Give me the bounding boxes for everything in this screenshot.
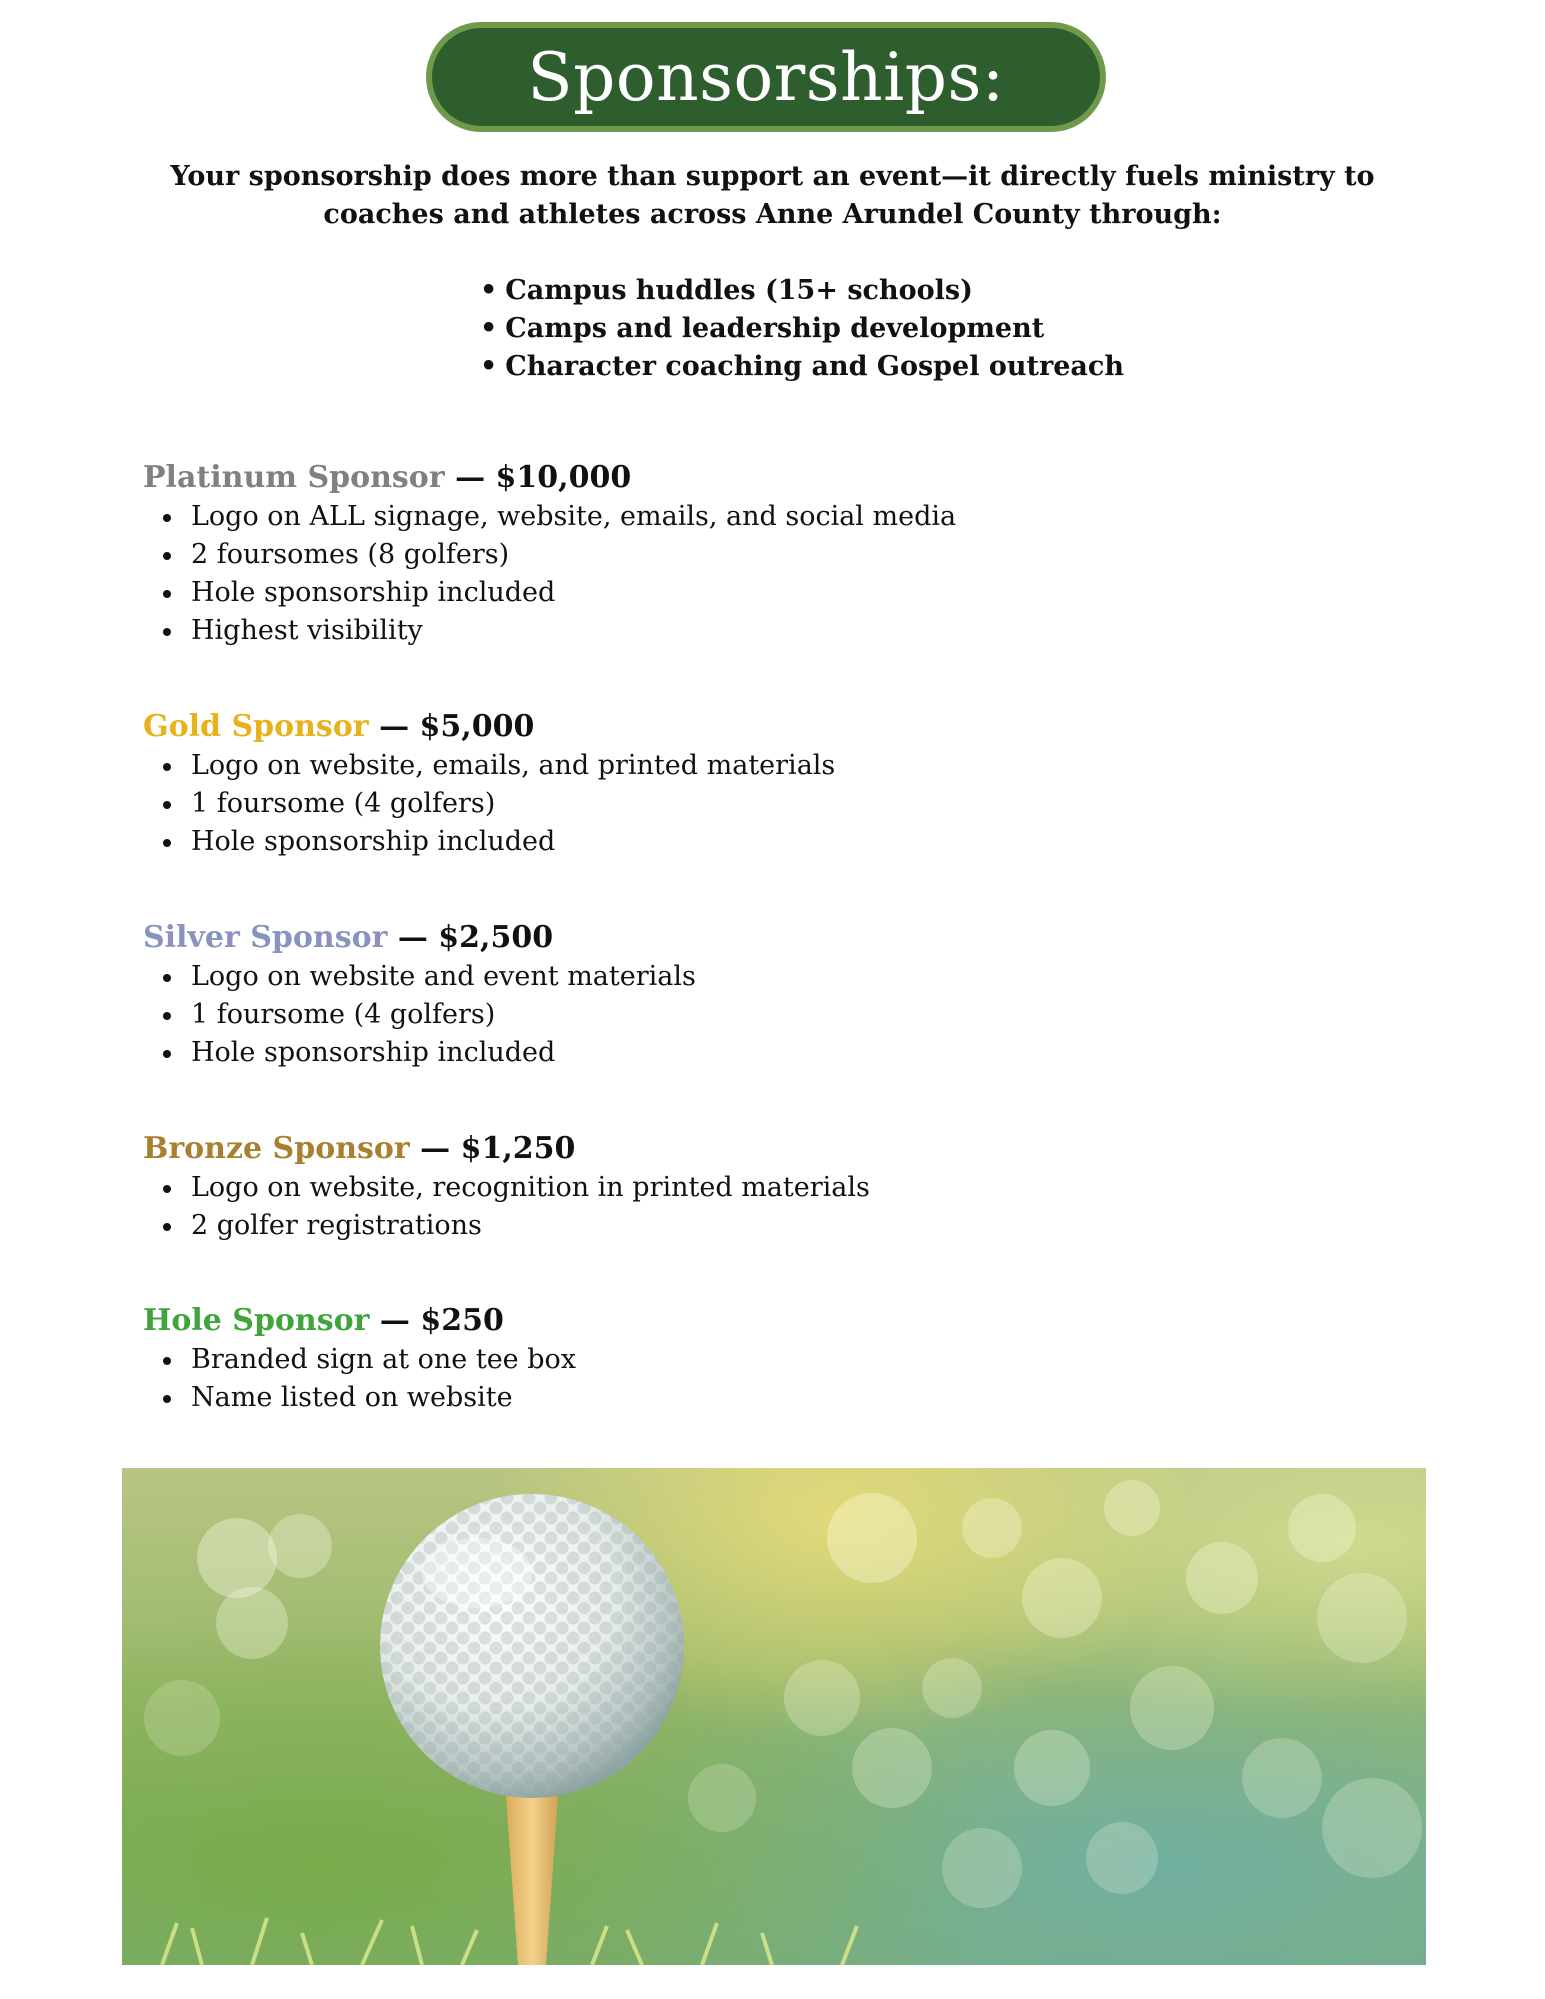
tier-platinum (143, 458, 956, 650)
tier-benefits (143, 498, 956, 650)
benefit-item: Hole sponsorship included (143, 1034, 696, 1072)
page-title: Sponsorships: (527, 38, 1005, 116)
benefit-item: Logo on website, emails, and printed materials (143, 747, 835, 785)
tier-benefits (143, 1341, 576, 1417)
bokeh-lights (144, 1480, 1422, 1908)
tier-bronze (143, 1129, 870, 1245)
tier-benefits (143, 1169, 870, 1245)
benefit-item: 1 foursome (4 golfers) (143, 996, 696, 1034)
benefit-item: 1 foursome (4 golfers) (143, 785, 835, 823)
benefit-item: Branded sign at one tee box (143, 1341, 576, 1379)
tier-price: — $1,250 (420, 1131, 576, 1166)
benefit-item: Hole sponsorship included (143, 574, 956, 612)
focus-item: • Camps and leadership development (480, 310, 1124, 348)
tier-name: Gold Sponsor (143, 709, 369, 744)
intro-text: Your sponsorship does more than support an event—it directly fuels ministry to coaches and athletes across Anne Arundel County through: (170, 161, 1375, 230)
tier-hole (143, 1301, 576, 1417)
tier-silver (143, 918, 696, 1072)
tier-gold (143, 707, 835, 861)
tier-heading (143, 458, 956, 498)
grass-blades (162, 1918, 857, 1965)
tier-price: — $5,000 (379, 709, 535, 744)
benefit-item: 2 foursomes (8 golfers) (143, 536, 956, 574)
tier-heading (143, 918, 696, 958)
tier-benefits (143, 958, 696, 1072)
benefit-item: Logo on ALL signage, website, emails, and social media (143, 498, 956, 536)
ministry-focus-list (480, 272, 1124, 386)
tier-benefits (143, 747, 835, 861)
tier-name: Hole Sponsor (143, 1303, 370, 1338)
benefit-item: 2 golfer registrations (143, 1207, 870, 1245)
tier-name: Silver Sponsor (143, 920, 388, 955)
title-banner (426, 22, 1106, 132)
tier-price: — $250 (379, 1303, 504, 1338)
tier-heading (143, 1301, 576, 1341)
tier-price: — $2,500 (397, 920, 554, 955)
benefit-item: Highest visibility (143, 612, 956, 650)
golf-ball (380, 1494, 684, 1798)
benefit-item: Name listed on website (143, 1379, 576, 1417)
benefit-item: Hole sponsorship included (143, 823, 835, 861)
benefit-item: Logo on website and event materials (143, 958, 696, 996)
golf-ball-illustration (122, 1468, 1426, 1965)
tier-name: Bronze Sponsor (143, 1131, 410, 1166)
focus-item: • Character coaching and Gospel outreach (480, 348, 1124, 386)
focus-item: • Campus huddles (15+ schools) (480, 272, 1124, 310)
golf-ball-image (122, 1468, 1426, 1965)
benefit-item: Logo on website, recognition in printed materials (143, 1169, 870, 1207)
tier-heading (143, 707, 835, 747)
tier-heading (143, 1129, 870, 1169)
tier-price: — $10,000 (455, 460, 632, 495)
tier-name: Platinum Sponsor (143, 460, 445, 495)
